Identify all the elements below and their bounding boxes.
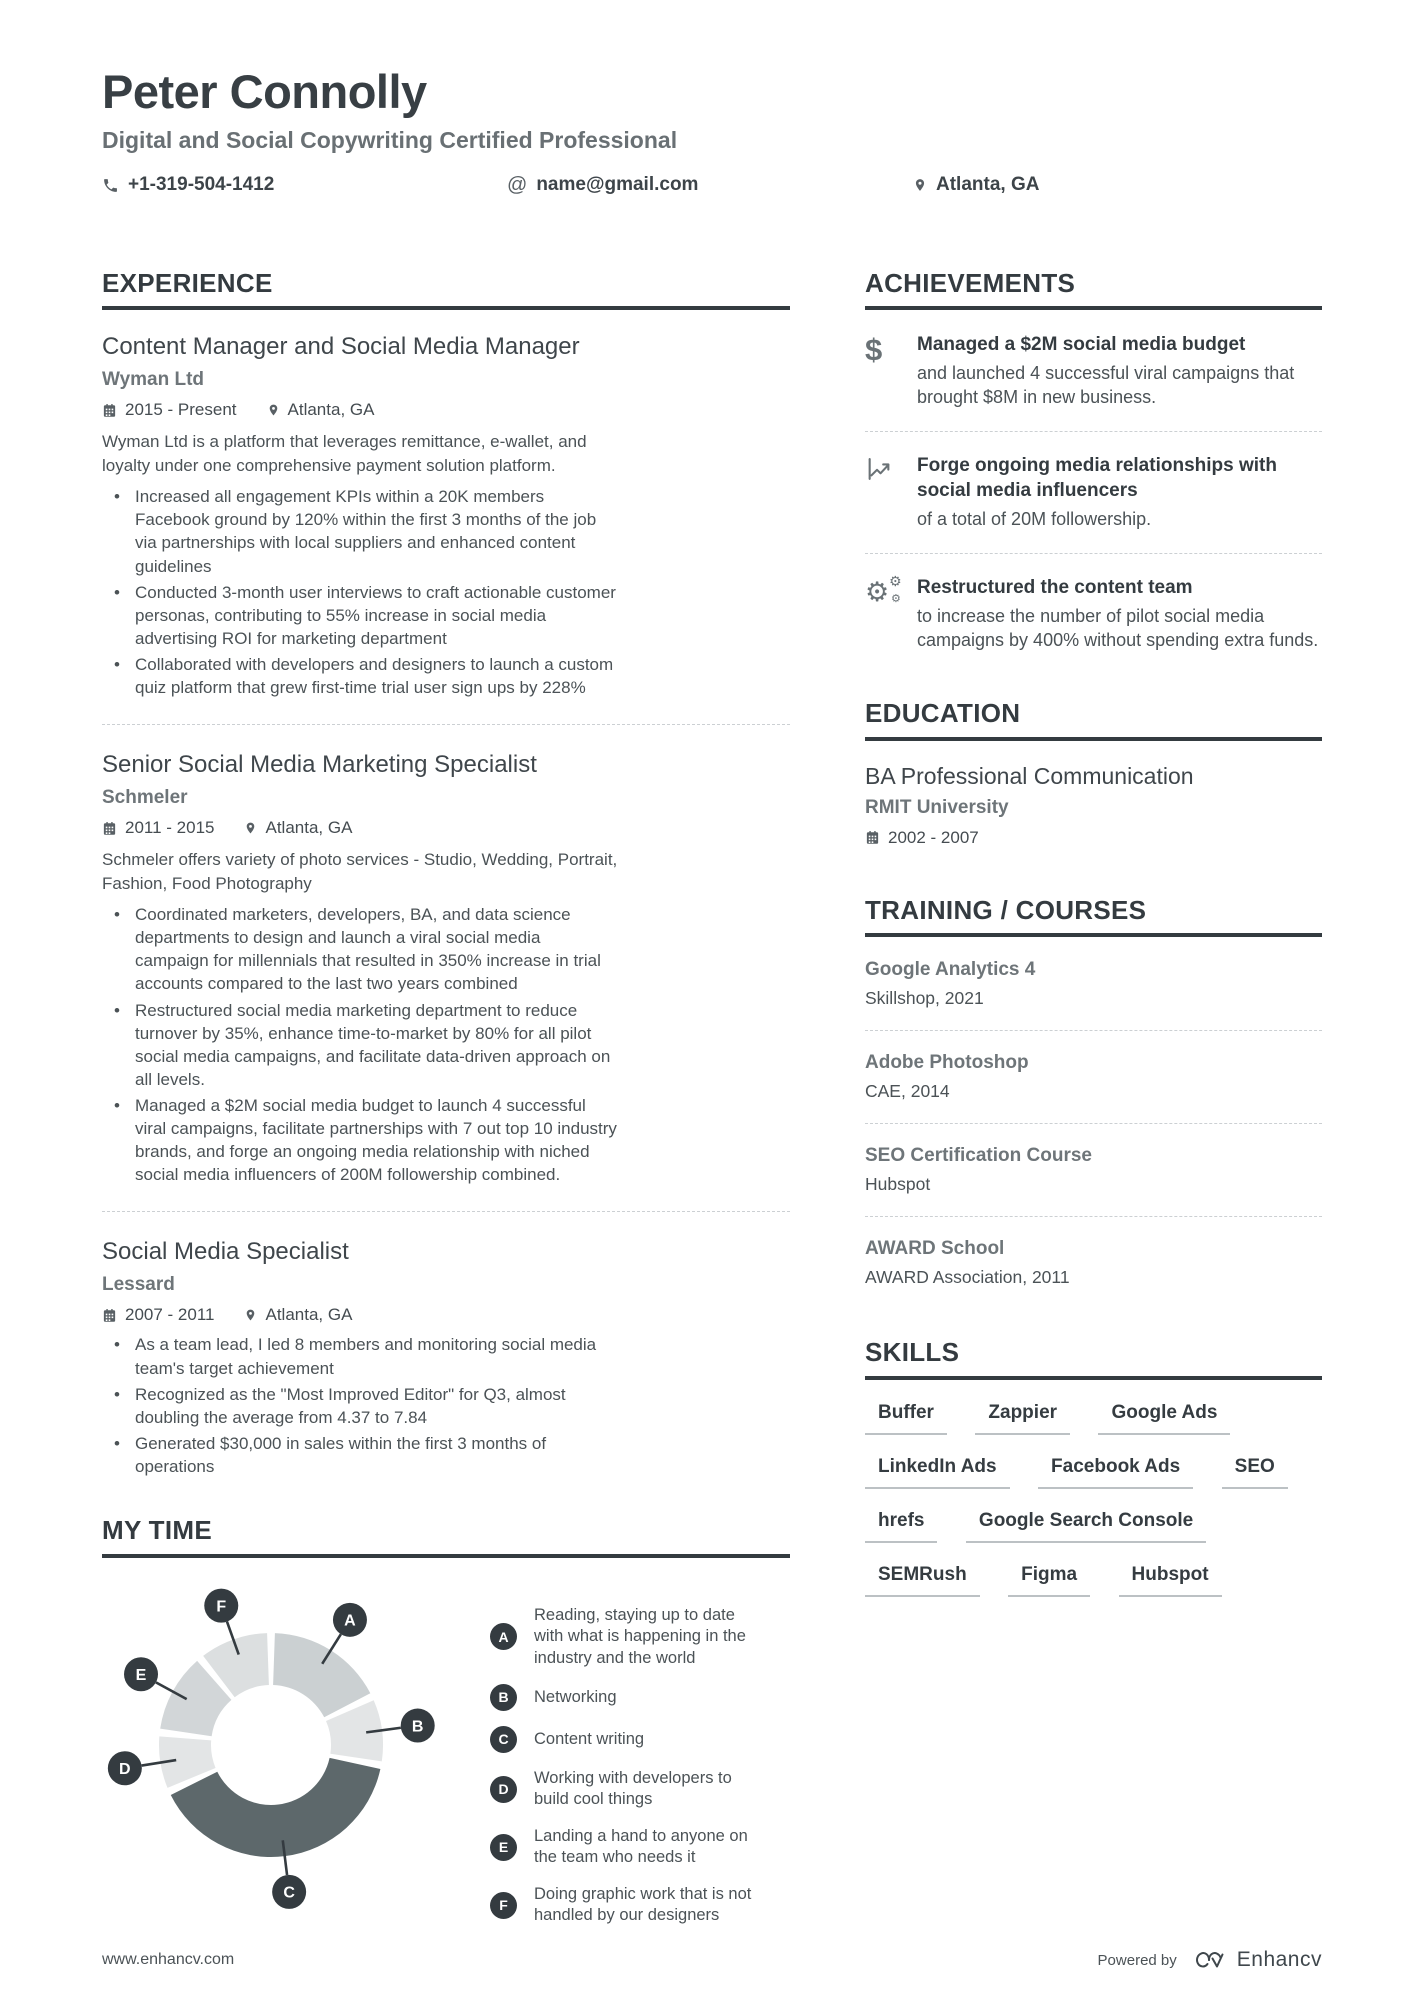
legend-label: Content writing	[534, 1729, 645, 1748]
training-section	[865, 896, 1322, 1289]
training-item	[865, 1145, 1322, 1195]
job-company: Schmeler	[102, 787, 188, 809]
person-name: Peter Connolly	[102, 65, 427, 118]
experience-heading: EXPERIENCE	[102, 269, 790, 311]
skill-row	[865, 1564, 1322, 1597]
page-footer	[102, 1948, 1322, 1972]
donut-chart-svg	[106, 1580, 436, 1910]
skill-tag: Buffer	[865, 1402, 947, 1435]
legend-label: Landing a hand to anyone on the team who needs it	[534, 1826, 748, 1867]
chart-legend	[490, 1580, 758, 1942]
job-bullet: • Managed a $2M social media budget to launch 4 successful viral campaigns, facilitate partnerships with 7 out top 10 industry brands, and forge an ongoing media relationship with niched social media influencers of 200M followership combined.	[135, 1094, 618, 1186]
skill-tag: Hubspot	[1119, 1564, 1222, 1597]
legend-item	[490, 1684, 758, 1711]
education-heading: EDUCATION	[865, 699, 1322, 741]
dashed-divider	[865, 553, 1322, 554]
location-pin-icon	[913, 176, 927, 194]
course-org: AWARD Association, 2011	[865, 1267, 1070, 1288]
chart-label-text: A	[344, 1612, 356, 1630]
experience-entry	[102, 750, 790, 1186]
job-bullet: • As a team lead, I led 8 members and monitoring social media team's target achievement	[135, 1333, 618, 1379]
dashed-divider	[102, 724, 790, 725]
training-item	[865, 1052, 1322, 1102]
legend-item	[490, 1884, 758, 1927]
gears-icon: ⚙ ⚙ ⚙	[865, 574, 902, 609]
training-item	[865, 959, 1322, 1009]
achievement-item	[865, 332, 1322, 410]
legend-bubble-e: E	[490, 1834, 517, 1861]
job-company: Wyman Ltd	[102, 369, 205, 391]
course-org: Skillshop, 2021	[865, 988, 984, 1009]
legend-label: Reading, staying up to date with what is happening in the industry and the world	[534, 1605, 746, 1667]
contact-phone	[102, 174, 507, 196]
job-description: Schmeler offers variety of photo services - Studio, Wedding, Portrait, Fashion, Food Photography	[102, 850, 618, 893]
job-meta	[102, 818, 618, 838]
job-location: Atlanta, GA	[244, 1305, 352, 1325]
course-name: AWARD School	[865, 1238, 1005, 1260]
chart-label-text: E	[135, 1666, 147, 1684]
job-bullet: • Coordinated marketers, developers, BA, and data science departments to design and launch a viral social media campaign for millennials that resulted in 350% increase in trial accounts compared to the last two years combined	[135, 903, 618, 995]
location-text: Atlanta, GA	[936, 174, 1040, 196]
calendar-icon	[102, 1308, 117, 1323]
donut-chart	[106, 1580, 436, 1910]
legend-item	[490, 1605, 758, 1669]
job-location: Atlanta, GA	[244, 818, 352, 838]
donut-segment-a	[273, 1633, 370, 1717]
education-dates: 2002 - 2007	[865, 828, 1322, 848]
job-bullet-list	[102, 903, 618, 1186]
achievement-title: Restructured the content team	[917, 577, 1193, 599]
legend-item	[490, 1826, 758, 1869]
dashed-divider	[865, 1216, 1322, 1217]
skills-heading: SKILLS	[865, 1338, 1322, 1380]
skill-tag: hrefs	[865, 1510, 937, 1543]
phone-number: +1-319-504-1412	[128, 174, 275, 196]
skill-tag: SEO	[1222, 1456, 1288, 1489]
job-bullet: • Restructured social media marketing department to reduce turnover by 35%, enhance time-to-market by 80% for all pilot social media campaigns, and facilitate data-driven approach on all levels.	[135, 999, 618, 1091]
resume-header	[0, 0, 1410, 197]
chart-label-text: C	[283, 1884, 295, 1902]
legend-bubble-c: C	[490, 1726, 517, 1753]
job-meta	[102, 1305, 618, 1325]
footer-website-link[interactable]: www.enhancv.com	[102, 1951, 235, 1968]
trending-up-icon	[865, 453, 917, 483]
job-meta	[102, 400, 618, 420]
legend-label: Working with developers to build cool things	[534, 1768, 732, 1809]
skill-row	[865, 1510, 1322, 1543]
chart-label-text: B	[411, 1717, 424, 1735]
achievement-text: of a total of 20M followership.	[917, 509, 1152, 530]
contact-email	[507, 174, 913, 197]
dashed-divider	[102, 1211, 790, 1212]
job-bullet-list	[102, 485, 618, 699]
legend-label: Networking	[534, 1687, 617, 1706]
course-name: Google Analytics 4	[865, 959, 1036, 981]
enhancv-logo-icon	[1191, 1949, 1227, 1971]
course-name: SEO Certification Course	[865, 1145, 1092, 1167]
job-title: Content Manager and Social Media Manager	[102, 333, 580, 361]
my-time-chart-row	[102, 1580, 790, 1942]
skill-row	[865, 1402, 1322, 1435]
job-dates: 2015 - Present	[102, 400, 237, 420]
dollar-icon: $	[865, 332, 883, 368]
job-bullet: • Increased all engagement KPIs within a 20K members Facebook ground by 120% within the first 3 months of the job via partnerships with local suppliers and enhanced content guidelines	[135, 485, 618, 577]
email-address: name@gmail.com	[536, 174, 699, 196]
experience-section	[102, 269, 790, 1478]
education-school: RMIT University	[865, 796, 1009, 818]
achievements-section	[865, 269, 1322, 654]
skill-row	[865, 1456, 1322, 1489]
training-item	[865, 1238, 1322, 1288]
calendar-icon	[865, 830, 880, 845]
legend-bubble-b: B	[490, 1684, 517, 1711]
skill-tag: Zappier	[975, 1402, 1070, 1435]
legend-bubble-d: D	[490, 1776, 517, 1803]
job-bullet: • Generated $30,000 in sales within the first 3 months of operations	[135, 1432, 618, 1478]
dashed-divider	[865, 1030, 1322, 1031]
job-dates: 2011 - 2015	[102, 818, 214, 838]
person-headline: Digital and Social Copywriting Certified Professional	[102, 126, 678, 153]
job-company: Lessard	[102, 1274, 175, 1296]
right-column	[865, 269, 1322, 1942]
content-columns	[0, 269, 1410, 1942]
skills-section	[865, 1338, 1322, 1597]
achievement-text: to increase the number of pilot social media campaigns by 400% without spending extra funds.	[917, 606, 1319, 651]
legend-item	[490, 1768, 758, 1811]
location-pin-icon	[244, 1307, 257, 1323]
legend-label: Doing graphic work that is not handled by our designers	[534, 1884, 752, 1925]
legend-bubble-a: A	[490, 1623, 517, 1650]
achievement-item	[865, 575, 1322, 653]
phone-icon	[102, 177, 119, 194]
dashed-divider	[865, 431, 1322, 432]
experience-entry	[102, 1237, 790, 1478]
achievement-item	[865, 453, 1322, 532]
achievement-text: and launched 4 successful viral campaigns that brought $8M in new business.	[917, 363, 1295, 408]
course-name: Adobe Photoshop	[865, 1052, 1029, 1074]
skill-tag: Facebook Ads	[1038, 1456, 1193, 1489]
job-bullet-list	[102, 1333, 618, 1478]
location-pin-icon	[267, 402, 280, 418]
experience-entry	[102, 332, 790, 699]
job-description: Wyman Ltd is a platform that leverages remittance, e-wallet, and loyalty under one comprehensive payment solution platform.	[102, 432, 587, 475]
contact-row	[102, 174, 1322, 197]
education-degree: BA Professional Communication	[865, 762, 1194, 789]
legend-item	[490, 1726, 758, 1753]
job-title: Social Media Specialist	[102, 1238, 349, 1266]
job-bullet: • Recognized as the "Most Improved Editor" for Q3, almost doubling the average from 4.37 to 7.84	[135, 1383, 618, 1429]
at-icon: @	[507, 173, 528, 196]
contact-location	[913, 174, 1039, 196]
job-bullet: • Collaborated with developers and designers to launch a custom quiz platform that grew first-time trial user sign ups by 228%	[135, 653, 618, 699]
calendar-icon	[102, 403, 117, 418]
skill-tag: SEMRush	[865, 1564, 980, 1597]
achievement-title: Forge ongoing media relationships with social media influencers	[917, 455, 1277, 502]
skill-tag: Google Ads	[1098, 1402, 1230, 1435]
powered-by-label: Powered by	[1097, 1951, 1177, 1969]
calendar-icon	[102, 821, 117, 836]
training-heading: TRAINING / COURSES	[865, 896, 1322, 938]
achievement-title: Managed a $2M social media budget	[917, 334, 1246, 356]
dashed-divider	[865, 1123, 1322, 1124]
skill-tag: Google Search Console	[966, 1510, 1206, 1543]
job-location: Atlanta, GA	[267, 400, 375, 420]
job-title: Senior Social Media Marketing Specialist	[102, 751, 537, 779]
achievements-heading: ACHIEVEMENTS	[865, 269, 1322, 311]
my-time-section	[102, 1516, 790, 1942]
job-bullet: • Conducted 3-month user interviews to craft actionable customer personas, contributing to 55% increase in social media advertising ROI for marketing department	[135, 581, 618, 650]
chart-label-text: F	[216, 1598, 227, 1616]
legend-bubble-f: F	[490, 1892, 517, 1919]
location-pin-icon	[244, 820, 257, 836]
education-section	[865, 699, 1322, 848]
skill-tag: Figma	[1008, 1564, 1090, 1597]
left-column	[102, 269, 790, 1942]
enhancv-wordmark: Enhancv	[1236, 1948, 1322, 1971]
job-dates: 2007 - 2011	[102, 1305, 214, 1325]
chart-label-text: D	[119, 1760, 131, 1778]
skill-tag: LinkedIn Ads	[865, 1456, 1010, 1489]
course-org: Hubspot	[865, 1174, 931, 1195]
course-org: CAE, 2014	[865, 1081, 950, 1102]
my-time-heading: MY TIME	[102, 1516, 790, 1558]
